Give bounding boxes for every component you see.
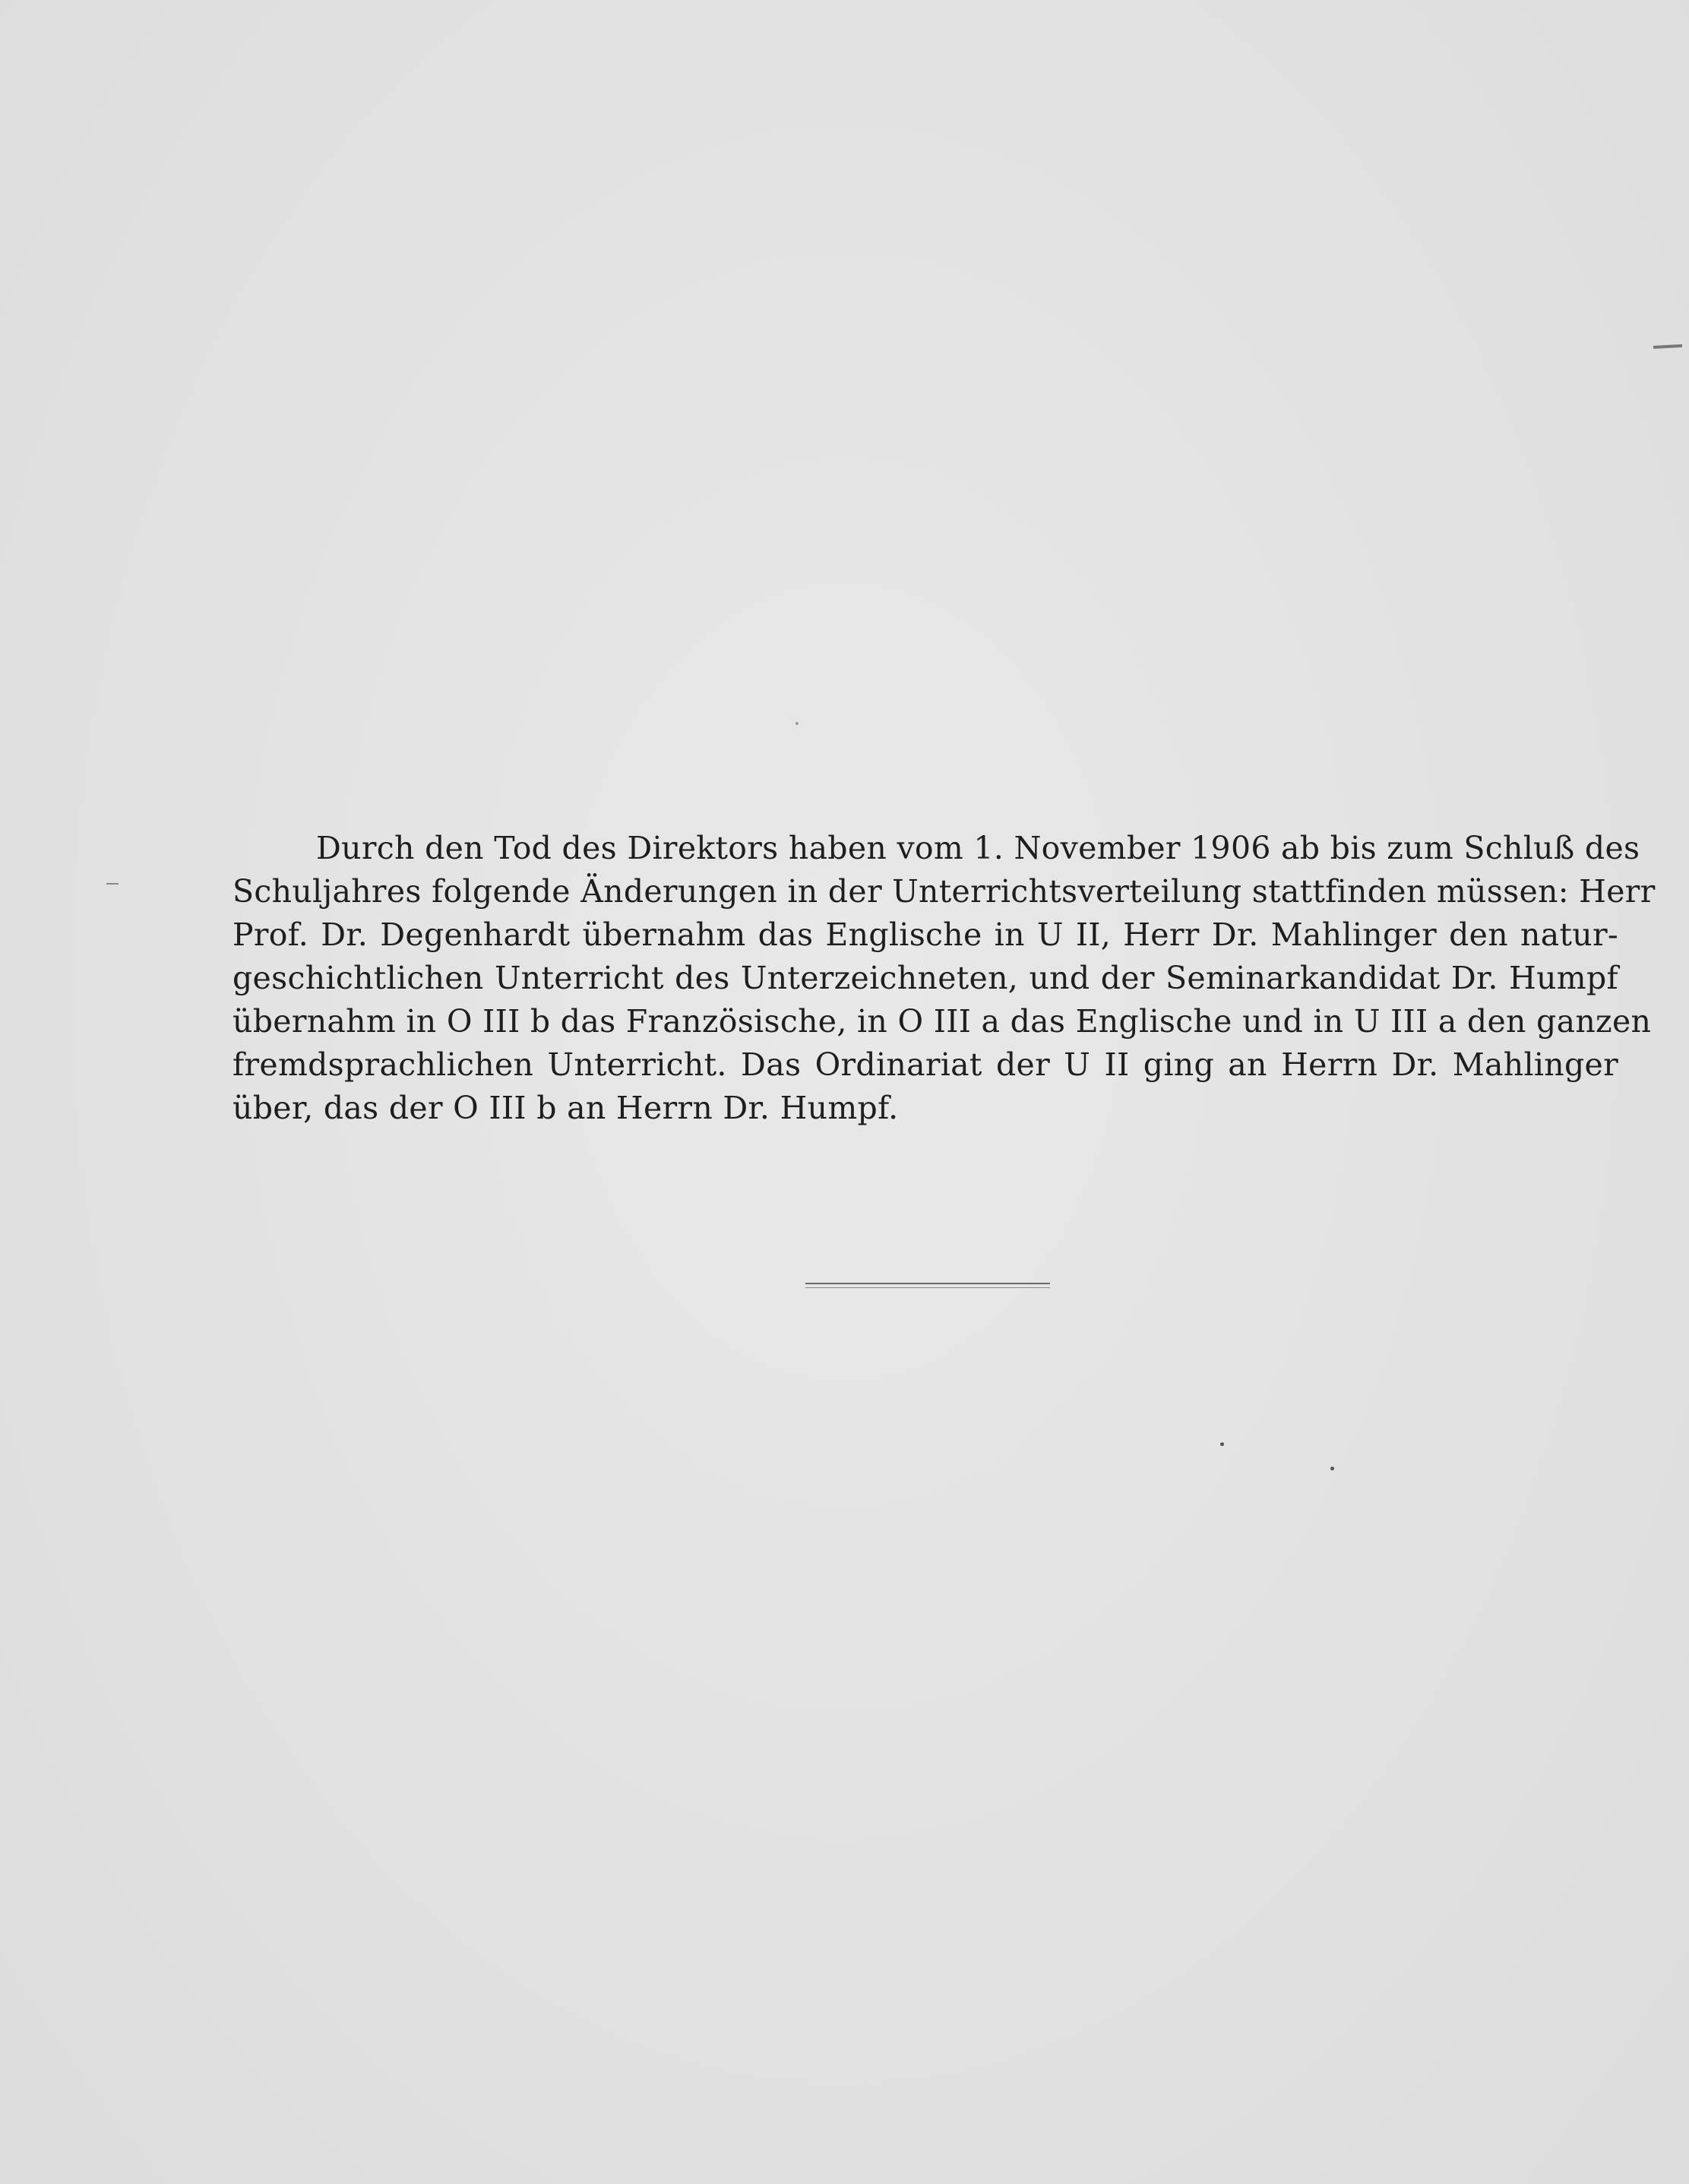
paragraph-line: Schuljahres folgende Änderungen in der Unterrichtsverteilung stattfinden müssen: Herr xyxy=(232,873,1656,910)
paragraph-line: übernahm in O III b das Französische, in O III a das Englische und in U III a den ganzen xyxy=(232,1003,1652,1040)
paragraph-line: Durch den Tod des Direktors haben vom 1. November 1906 ab bis zum Schluß des xyxy=(316,830,1640,866)
paper-speck xyxy=(1330,1467,1334,1470)
body-paragraph xyxy=(232,827,1656,1130)
paragraph-line: geschichtlichen Unterricht des Unterzeichneten, und der Seminarkandidat Dr. Humpf xyxy=(232,960,1618,996)
section-divider-rule xyxy=(805,1283,1050,1288)
paragraph-line: fremdsprachlichen Unterricht. Das Ordinariat der U II ging an Herrn Dr. Mahlinger xyxy=(232,1046,1618,1083)
scan-edge-mark xyxy=(1653,344,1682,349)
margin-mark xyxy=(106,883,119,885)
paper-speck xyxy=(1220,1442,1224,1446)
paper-speck xyxy=(795,722,799,725)
paragraph-line: Prof. Dr. Degenhardt übernahm das Englische in U II, Herr Dr. Mahlinger den natur- xyxy=(232,916,1618,953)
paragraph-line: über, das der O III b an Herrn Dr. Humpf. xyxy=(232,1090,899,1126)
